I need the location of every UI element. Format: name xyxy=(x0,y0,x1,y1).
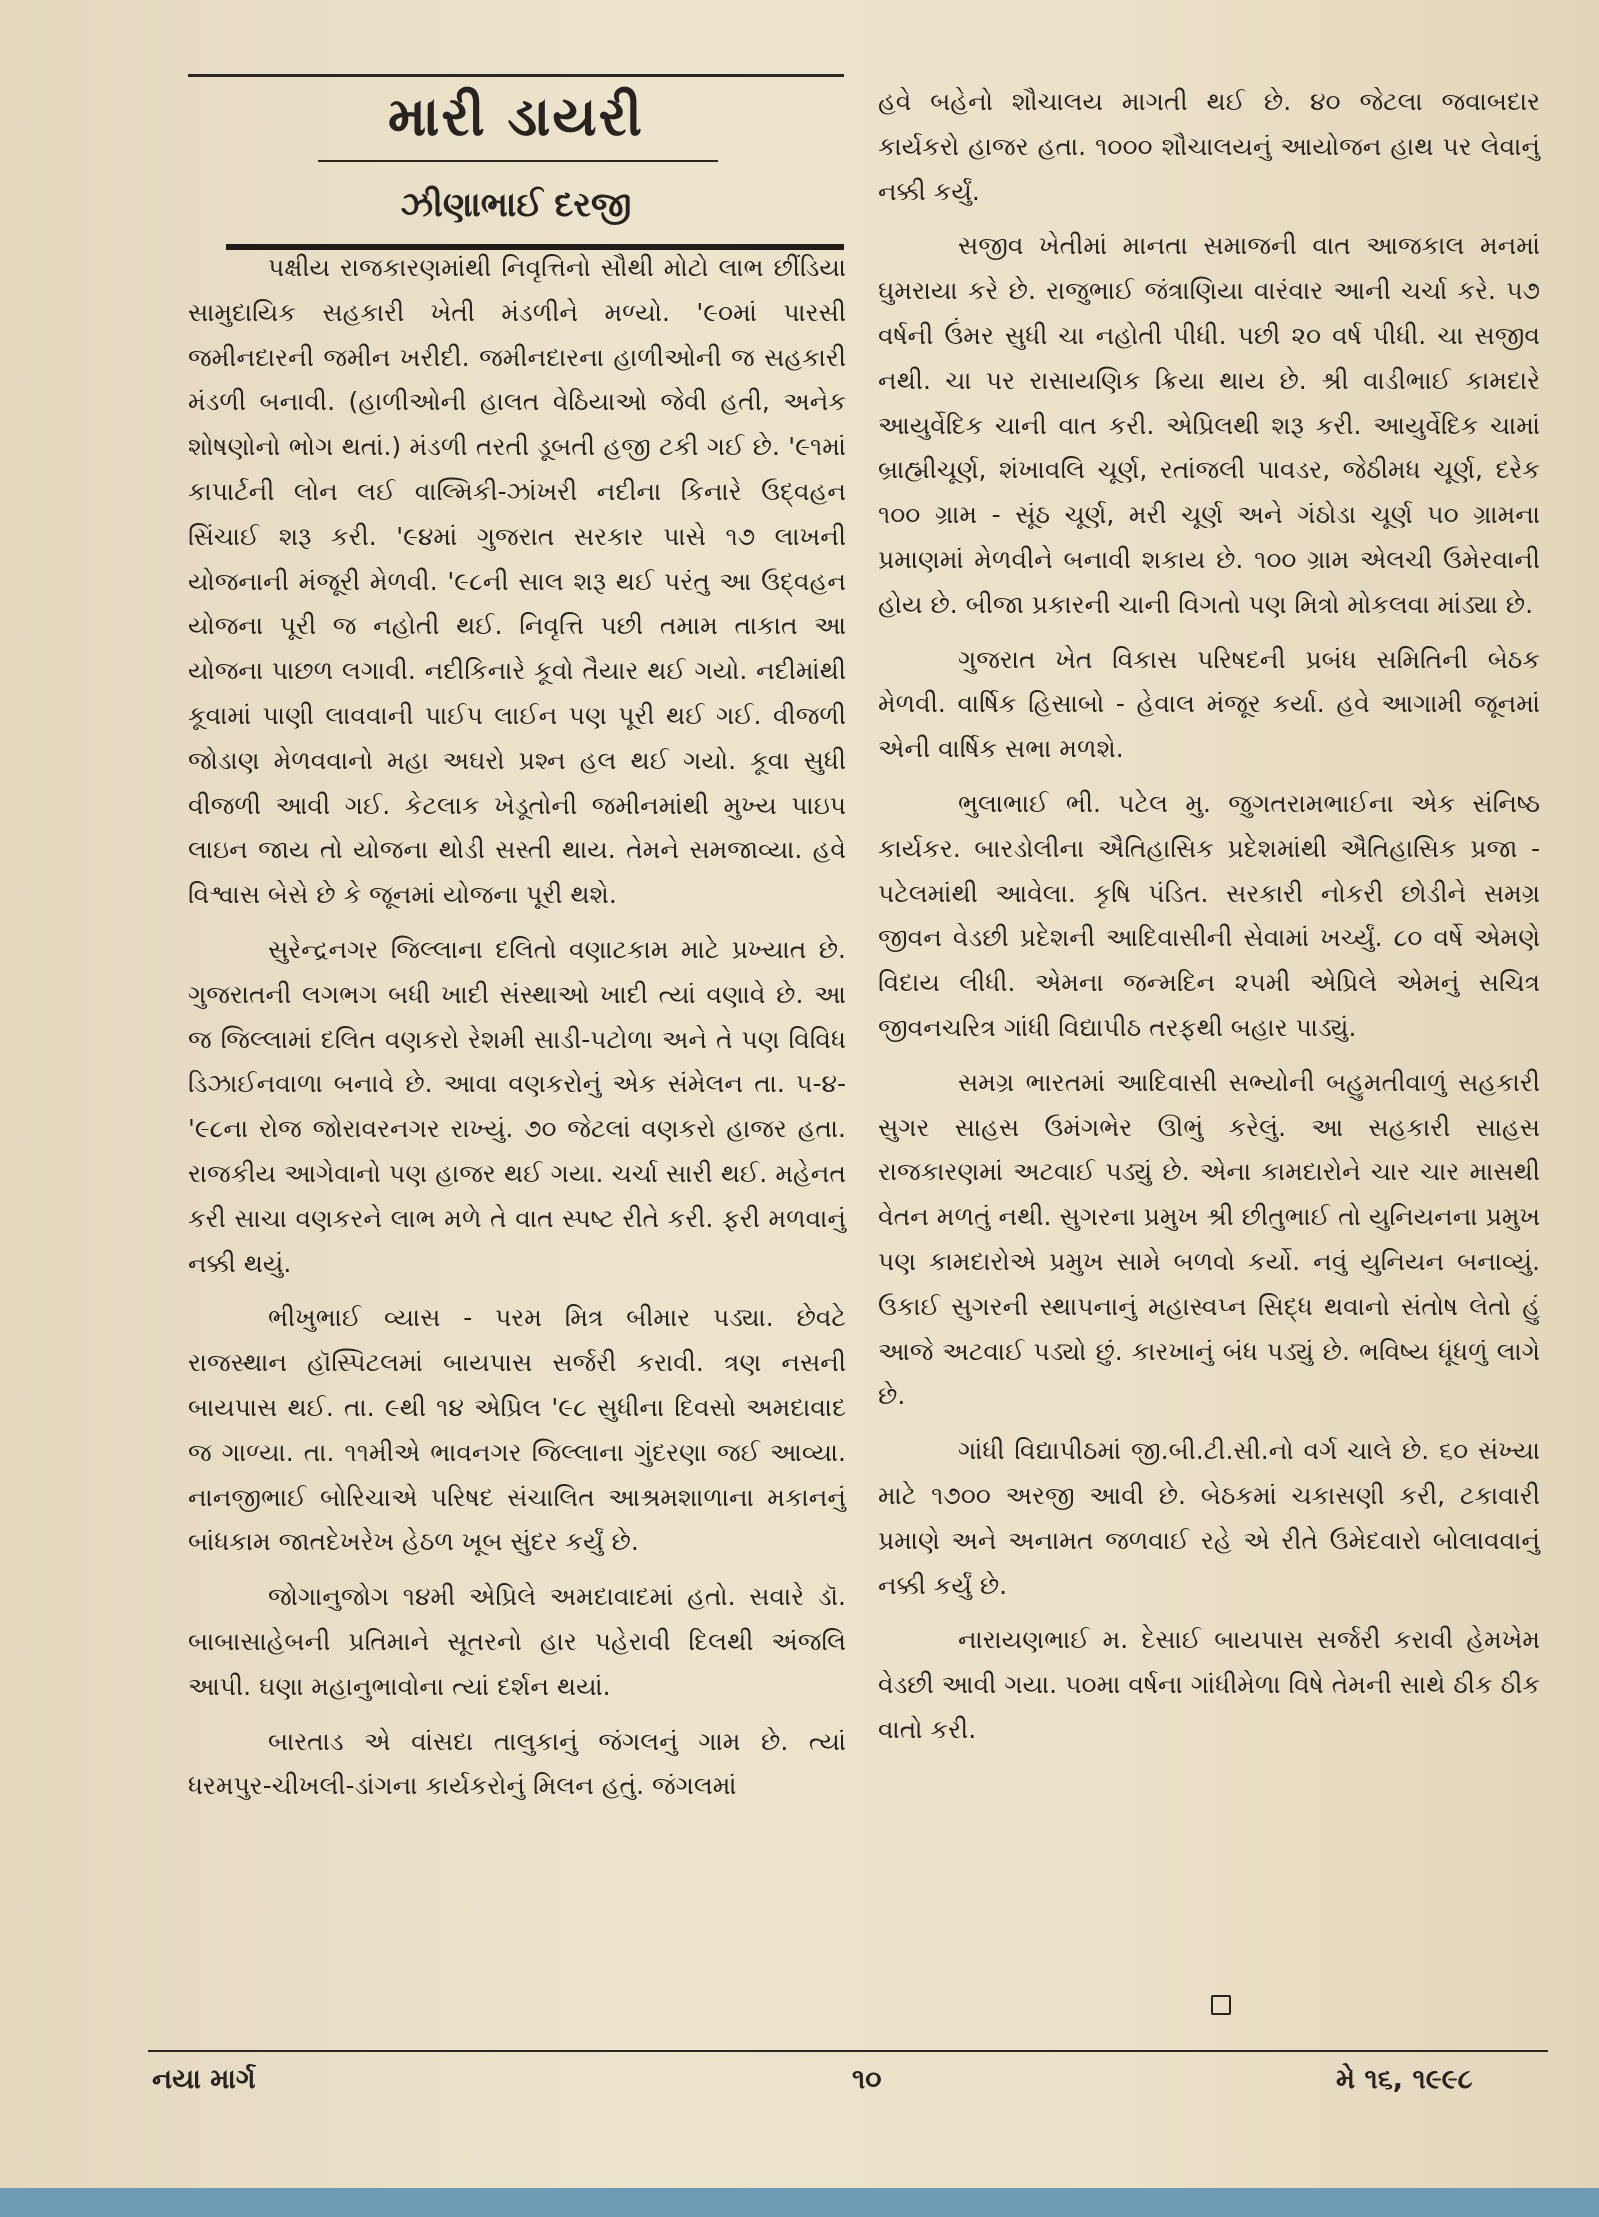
paragraph: સમગ્ર ભારતમાં આદિવાસી સભ્યોની બહુમતીવાળું સહકારી સુગર સાહસ ઉમંગભેર ઊભું કરેલું. આ સહકારી સાહસ રાજકારણમાં અટવાઈ પડ્યું છે. એના કામદારોને ચાર ચાર માસથી વેતન મળતું નથી. સુગરના પ્રમુખ શ્રી છીતુભાઈ તો યુનિયનના પ્રમુખ પણ કામદારોએ પ્રમુખ સામે બળવો કર્યો. નવું યુનિયન બનાવ્યું. ઉકાઈ સુગરની સ્થાપનાનું મહાસ્વપ્ન સિદ્ધ થવાનો સંતોષ લેતો હું આજે અટવાઈ પડ્યો છું. કારખાનું બંધ પડ્યું છે. ભવિષ્ય ધૂંધળું લાગે છે. xyxy=(878,1067,1540,1411)
right-column xyxy=(878,80,1540,1763)
paragraph: જોગાનુજોગ ૧૪મી એપ્રિલે અમદાવાદમાં હતો. સવારે ડૉ. બાબાસાહેબની પ્રતિમાને સૂતરનો હાર પહેરાવી દિલથી અંજલિ આપી. ઘણા મહાનુભાવોના ત્યાં દર્શન થયાં. xyxy=(188,1582,846,1701)
paragraph: ગાંધી વિદ્યાપીઠમાં જી.બી.ટી.સી.નો વર્ગ ચાલે છે. ૬૦ સંખ્યા માટે ૧૭૦૦ અરજી આવી છે. બેઠકમાં ચકાસણી કરી, ટકાવારી પ્રમાણે અને અનામત જળવાઈ રહે એ રીતે ઉમેદવારો બોલાવવાનું નક્કી કર્યું છે. xyxy=(878,1436,1540,1600)
left-column xyxy=(188,246,846,1819)
paragraph: નારાયણભાઈ મ. દેસાઈ બાયપાસ સર્જરી કરાવી હેમખેમ વેડછી આવી ગયા. ૫૦મા વર્ષના ગાંધીમેળા વિષે તેમની સાથે ઠીક ઠીક વાતો કરી. xyxy=(878,1625,1540,1744)
column-title: મારી ડાયરી xyxy=(388,85,644,148)
page-number: ૧૦ xyxy=(852,2064,882,2095)
footer-rule xyxy=(148,2050,1548,2052)
issue-date: મે ૧૬, ૧૯૯૮ xyxy=(1336,2064,1473,2095)
end-mark-icon xyxy=(1211,1995,1231,2015)
scan-background-edge xyxy=(0,2188,1599,2217)
paragraph: ગુજરાત ખેત વિકાસ પરિષદની પ્રબંધ સમિતિની બેઠક મેળવી. વાર્ષિક હિસાબો - હેવાલ મંજૂર કર્યા. હવે આગામી જૂનમાં એની વાર્ષિક સભા મળશે. xyxy=(878,644,1540,764)
paragraph: હવે બહેનો શૌચાલય માગતી થઈ છે. ૪૦ જેટલા જવાબદાર કાર્યકરો હાજર હતા. ૧૦૦૦ શૌચાલયનું આયોજન હાથ પર લેવાનું નક્કી કર્યું. xyxy=(878,87,1540,206)
paragraph: બારતાડ એ વાંસદા તાલુકાનું જંગલનું ગામ છે. ત્યાં ધરમપુર-ચીખલી-ડાંગના કાર્યકરોનું મિલન હતું. જંગલમાં xyxy=(188,1726,846,1801)
title-underline xyxy=(318,160,718,162)
paragraph: સુરેન્દ્રનગર જિલ્લાના દલિતો વણાટકામ માટે પ્રખ્યાત છે. ગુજરાતની લગભગ બધી ખાદી સંસ્થાઓ ખાદી ત્યાં વણાવે છે. આ જ જિલ્લામાં દલિત વણકરો રેશમી સાડી-પટોળા અને તે પણ વિવિધ ડિઝાઈનવાળા બનાવે છે. આવા વણકરોનું એક સંમેલન તા. ૫-૪-'૯૮ના રોજ જોરાવરનગર રાખ્યું. ૭૦ જેટલાં વણકરો હાજર હતા. રાજકીય આગેવાનો પણ હાજર થઈ ગયા. ચર્ચા સારી થઈ. મહેનત કરી સાચા વણકરને લાભ મળે તે વાત સ્પષ્ટ રીતે કરી. ફરી મળવાનું નક્કી થયું. xyxy=(188,934,846,1278)
paragraph: સજીવ ખેતીમાં માનતા સમાજની વાત આજકાલ મનમાં ઘુમરાયા કરે છે. રાજુભાઈ જંત્રાણિયા વારંવાર આની ચર્ચા કરે. ૫૭ વર્ષની ઉંમર સુધી ચા નહોતી પીધી. પછી ૨૦ વર્ષ પીધી. ચા સજીવ નથી. ચા પર રાસાયણિક ક્રિયા થાય છે. શ્રી વાડીભાઈ કામદારે આયુર્વેદિક ચાની વાત કરી. એપ્રિલથી શરૂ કરી. આયુર્વેદિક ચામાં બ્રાહ્મીચૂર્ણ, શંખાવલિ ચૂર્ણ, રતાંજલી પાવડર, જેઠીમધ ચૂર્ણ, દરેક ૧૦૦ ગ્રામ - સૂંઠ ચૂર્ણ, મરી ચૂર્ણ અને ગંઠોડા ચૂર્ણ ૫૦ ગ્રામના પ્રમાણમાં મેળવીને બનાવી શકાય છે. ૧૦૦ ગ્રામ એલચી ઉમેરવાની હોય છે. બીજા પ્રકારની ચાની વિગતો પણ મિત્રો મોકલવા માંડ્યા છે. xyxy=(878,231,1540,619)
top-rule xyxy=(188,74,844,77)
author-name: ઝીણાભાઈ દરજી xyxy=(400,185,632,225)
paragraph: ભીખુભાઈ વ્યાસ - પરમ મિત્ર બીમાર પડ્યા. છેવટે રાજસ્થાન હૉસ્પિટલમાં બાયપાસ સર્જરી કરાવી. ત્રણ નસની બાયપાસ થઈ. તા. ૯થી ૧૪ એપ્રિલ '૯૮ સુધીના દિવસો અમદાવાદ જ ગાળ્યા. તા. ૧૧મીએ ભાવનગર જિલ્લાના ગુંદરણા જઈ આવ્યા. નાનજીભાઈ બોરિચાએ પરિષદ સંચાલિત આશ્રમશાળાના મકાનનું બાંધકામ જાતદેખરેખ હેઠળ ખૂબ સુંદર કર્યું છે. xyxy=(188,1303,846,1557)
publication-name: નયા માર્ગ xyxy=(152,2064,256,2095)
paragraph: પક્ષીય રાજકારણમાંથી નિવૃત્તિનો સૌથી મોટો લાભ છીંડિયા સામુદાયિક સહકારી ખેતી મંડળીને મળ્યો. '૯૦માં પારસી જમીનદારની જમીન ખરીદી. જમીનદારના હાળીઓની જ સહકારી મંડળી બનાવી. (હાળીઓની હાલત વેઠિયાઓ જેવી હતી, અનેક શોષણોનો ભોગ થતાં.) મંડળી તરતી ડૂબતી હજી ટકી ગઈ છે. '૯૧માં કાપાર્ટની લોન લઈ વાલ્મિકી-ઝાંખરી નદીના કિનારે ઉદ્‌વહન સિંચાઈ શરૂ કરી. '૯૪માં ગુજરાત સરકાર પાસે ૧૭ લાખની યોજનાની મંજૂરી મેળવી. '૯૮ની સાલ શરૂ થઈ પરંતુ આ ઉદ્‌વહન યોજના પૂરી જ નહોતી થઈ. નિવૃત્તિ પછી તમામ તાકાત આ યોજના પાછળ લગાવી. નદીકિનારે કૂવો તૈયાર થઈ ગયો. નદીમાંથી કૂવામાં પાણી લાવવાની પાઈપ લાઈન પણ પૂરી થઈ ગઈ. વીજળી જોડાણ મેળવવાનો મહા અઘરો પ્રશ્ન હલ થઈ ગયો. કૂવા સુધી વીજળી આવી ગઈ. કેટલાક ખેડૂતોની જમીનમાંથી મુખ્ય પાઇપ લાઇન જાય તો યોજના થોડી સસ્તી થાય. તેમને સમજાવ્યા. હવે વિશ્વાસ બેસે છે કે જૂનમાં યોજના પૂરી થશે. xyxy=(188,253,846,910)
paragraph: ભુલાભાઈ ભી. પટેલ મુ. જુગતરામભાઈના એક સંનિષ્ઠ કાર્યકર. બારડોલીના ઐતિહાસિક પ્રદેશમાંથી ઐતિહાસિક પ્રજા - પટેલમાંથી આવેલા. કૃષિ પંડિત. સરકારી નોકરી છોડીને સમગ્ર જીવન વેડછી પ્રદેશની આદિવાસીની સેવામાં ખર્ચ્યું. ૮૦ વર્ષે એમણે વિદાય લીધી. એમના જન્મદિન ૨૫મી એપ્રિલે એમનું સચિત્ર જીવનચરિત્ર ગાંધી વિદ્યાપીઠ તરફથી બહાર પાડ્યું. xyxy=(878,788,1540,1042)
